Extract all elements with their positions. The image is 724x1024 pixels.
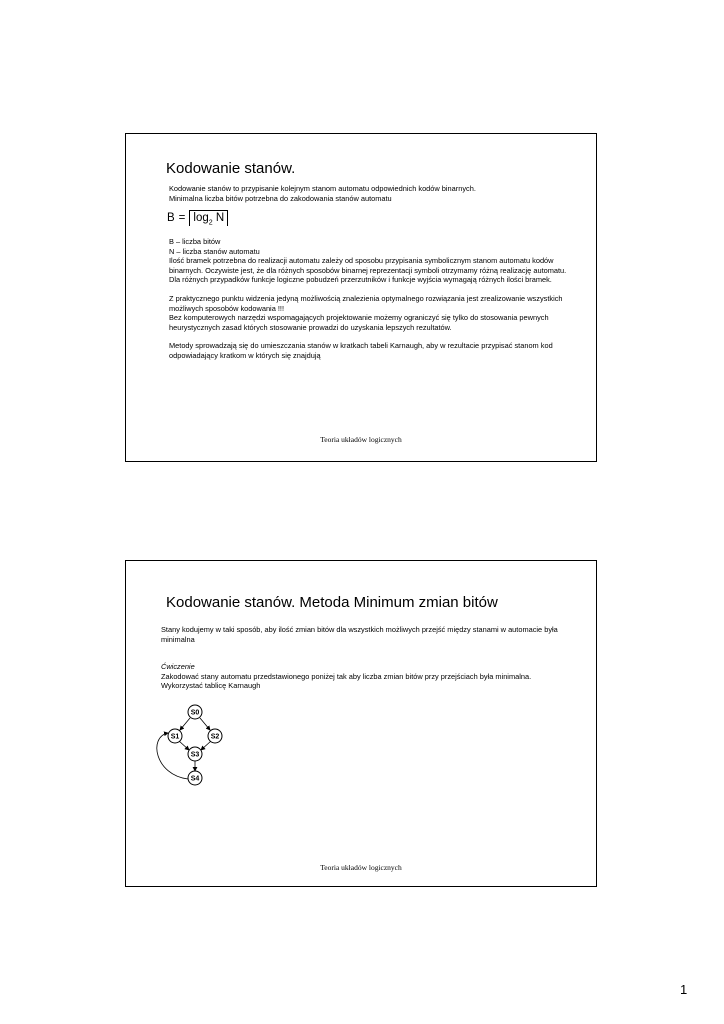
formula-lhs: B (167, 212, 175, 224)
exercise-text: Zakodować stany automatu przedstawionego poniżej tak aby liczba zmian bitów przy przejściach była minimalna. Wykorzystać tablicę Karnaugh (161, 671, 532, 691)
edge-s2-s3 (201, 741, 211, 750)
intro-text (169, 184, 579, 203)
intro-line: Kodowanie stanów to przypisanie kolejnym stanom automatu odpowiednich kodów binarnych. (169, 184, 476, 193)
state-node-s1 (168, 729, 182, 743)
exercise-label: Ćwiczenie (161, 662, 195, 671)
state-label: S4 (190, 775, 200, 783)
ceiling-bracket (189, 210, 228, 226)
state-node-s0 (188, 705, 202, 719)
slide-minimum-zmian-bitow (125, 560, 597, 887)
state-diagram (150, 697, 260, 787)
edge-s1-s3 (179, 741, 189, 750)
slide-kodowanie-stanow (125, 133, 597, 462)
slide-footer: Teoria układów logicznych (320, 435, 402, 444)
bits-formula (167, 210, 228, 226)
definition-line: N – liczba stanów automatu (169, 246, 260, 256)
intro-line: Minimalna liczba bitów potrzebna do zakodowania stanów automatu (169, 193, 392, 203)
formula-base: 2 (208, 219, 213, 227)
state-node-s3 (188, 747, 202, 761)
edge-s0-s1 (180, 718, 190, 730)
state-label: S3 (190, 751, 200, 759)
edge-s0-s2 (200, 718, 210, 730)
slide-footer: Teoria układów logicznych (320, 863, 402, 872)
state-label: S1 (170, 733, 180, 741)
slide-title: Kodowanie stanów. Metoda Minimum zmian bitów (166, 594, 498, 611)
paragraph: Metody sprowadzają się do umieszczania stanów w kratkach tabeli Karnaugh, aby w rezultacie przypisać stanom kod odpowiadający kratkom w których się znajdują (169, 341, 553, 360)
formula-eq: = (178, 212, 186, 224)
paragraph: Z praktycznego punktu widzenia jedyną możliwością znalezienia optymalnego rozwiązania jest zrealizowanie wszystkich możliwych sposobów kodowania !!! (169, 293, 563, 313)
page-number: 1 (680, 982, 688, 997)
paragraph: Ilość bramek potrzebna do realizacji automatu zależy od sposobu przypisania symbolicznym stanom automatu kodów binarnych. Oczywiste jest, że dla różnych sposobów binarnej reprezentacji symboli otrzymamy różną realizację automatu. Dla różnych przypadków funkcje logiczne pobudzeń przerzutników i funkcje wyjścia wymagają różnych ilości bramek. (169, 256, 567, 285)
state-node-s2 (208, 729, 222, 743)
definitions (169, 237, 579, 361)
exercise (161, 662, 571, 691)
paragraph: Bez komputerowych narzędzi wspomagających projektowanie możemy ograniczyć się tylko do stosowania pewnych heurystycznych zasad których stosowanie prowadzi do uzyskania lepszych rezultatów. (169, 313, 549, 332)
intro-text: Stany kodujemy w taki sposób, aby ilość zmian bitów dla wszystkich możliwych przejść między stanami w automacie była minimalna (161, 625, 558, 644)
slide-title: Kodowanie stanów. (166, 160, 296, 177)
definition-line: B – liczba bitów (169, 237, 221, 246)
state-node-s4 (188, 771, 202, 785)
state-label: S2 (210, 733, 220, 741)
formula-arg: N (215, 212, 225, 224)
state-label: S0 (190, 709, 200, 717)
formula-log: log (193, 212, 209, 224)
